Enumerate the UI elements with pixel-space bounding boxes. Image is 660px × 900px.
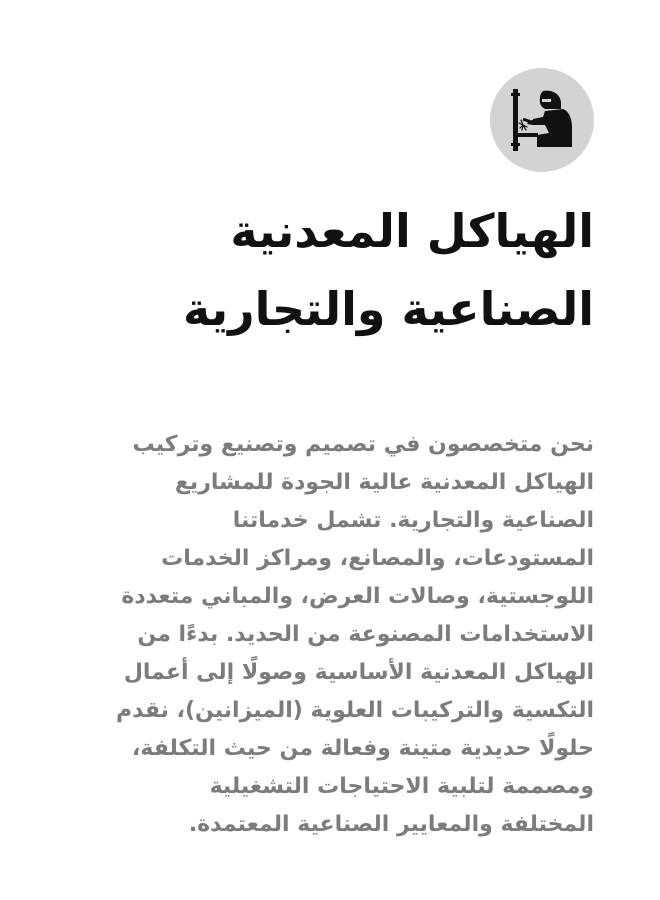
- description-line: نحن متخصصون في تصميم وتصنيع وتركيب: [132, 432, 594, 457]
- service-icon-badge: [490, 68, 594, 172]
- description-line: اللوجستية، وصالات العرض، والمباني متعددة: [121, 584, 594, 609]
- title-line-1: الهياكل المعدنية: [230, 204, 594, 258]
- description-line: التكسية والتركيبات العلوية (الميزانين)، نقدم: [116, 698, 594, 723]
- description-line: ومصممة لتلبية الاحتياجات التشغيلية: [209, 774, 594, 799]
- description-line: الهياكل المعدنية عالية الجودة للمشاريع: [174, 470, 594, 495]
- description-line: الاستخدامات المصنوعة من الحديد. بدءًا من: [137, 622, 594, 647]
- description-line: المختلفة والمعايير الصناعية المعتمدة.: [188, 812, 594, 837]
- description-line: الصناعية والتجارية. تشمل خدماتنا: [232, 508, 594, 533]
- description-line: حلولًا حديدية متينة وفعالة من حيث التكلفة،: [132, 736, 594, 761]
- service-description: [58, 426, 594, 844]
- description-line: المستودعات، والمصانع، ومراكز الخدمات: [161, 546, 594, 571]
- title-line-2: الصناعية والتجارية: [182, 282, 594, 336]
- description-line: الهياكل المعدنية الأساسية وصولًا إلى أعمال: [123, 660, 594, 685]
- page-title: [60, 192, 594, 348]
- welder-icon: [509, 87, 575, 153]
